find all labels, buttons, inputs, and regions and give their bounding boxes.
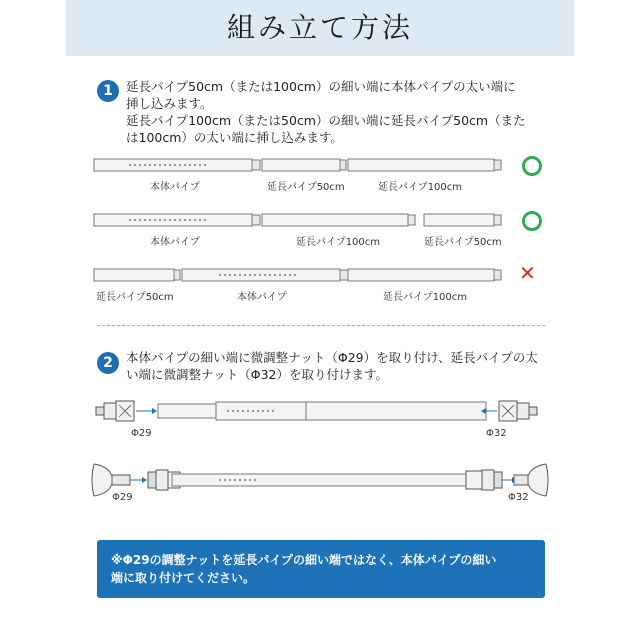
note-line-2: 端に取り付けてください。 — [111, 571, 256, 585]
row-2-label-2: 延長パイプ100cm — [296, 237, 381, 248]
step-1-text — [126, 78, 556, 146]
ok-mark-icon — [522, 211, 542, 231]
step-1-line: 挿し込みます。 — [126, 96, 213, 111]
step-2-line: 本体パイプの細い端に微調整ナット（Φ29）を取り付け、延長パイプの太 — [126, 350, 538, 365]
diagram-2-right-label: Φ32 — [508, 492, 529, 503]
note-text — [111, 551, 535, 587]
row-1-label-2: 延長パイプ50cm — [267, 182, 345, 193]
nut-diagram-1 — [94, 396, 544, 426]
step-2-line: い端に微調整ナット（Φ32）を取り付けます。 — [126, 367, 388, 382]
step-1-line: は100cm）の太い端に挿し込みます。 — [126, 130, 343, 145]
row-3-label-1: 延長パイプ50cm — [96, 292, 174, 303]
step-1-line: 延長パイプ50cm（または100cm）の細い端に本体パイプの太い端に — [126, 79, 516, 94]
row-2-label-1: 本体パイプ — [150, 237, 200, 248]
diagram-1-right-label: Φ32 — [486, 428, 507, 439]
row-3-label-3: 延長パイプ100cm — [383, 292, 468, 303]
page-title: 組み立て方法 — [226, 11, 413, 44]
row-2-label-3: 延長パイプ50cm — [424, 237, 502, 248]
ok-mark-icon — [522, 156, 542, 176]
pipe-row-3 — [90, 265, 510, 285]
pipe-row-2 — [90, 210, 510, 230]
ng-mark-icon: ✕ — [519, 261, 536, 285]
diagram-1-left-label: Φ29 — [131, 428, 152, 439]
step-1-line: 延長パイプ100cm（または50cm）の細い端に延長パイプ50cm（また — [126, 113, 526, 128]
row-1-label-3: 延長パイプ100cm — [378, 182, 463, 193]
row-3-label-2: 本体パイプ — [237, 292, 287, 303]
nut-diagram-2 — [90, 460, 550, 500]
step-2-text — [126, 349, 556, 383]
note-line-1: ※Φ29の調整ナットを延長パイプの細い端ではなく、本体パイプの細い — [111, 553, 497, 567]
pipe-row-1 — [90, 155, 510, 175]
step-1-badge: 1 — [97, 80, 119, 102]
diagram-2-left-label: Φ29 — [112, 492, 133, 503]
section-divider — [97, 325, 545, 326]
header-banner — [66, 0, 574, 56]
row-1-label-1: 本体パイプ — [150, 182, 200, 193]
note-box — [97, 540, 545, 598]
step-2-badge: 2 — [97, 352, 119, 374]
